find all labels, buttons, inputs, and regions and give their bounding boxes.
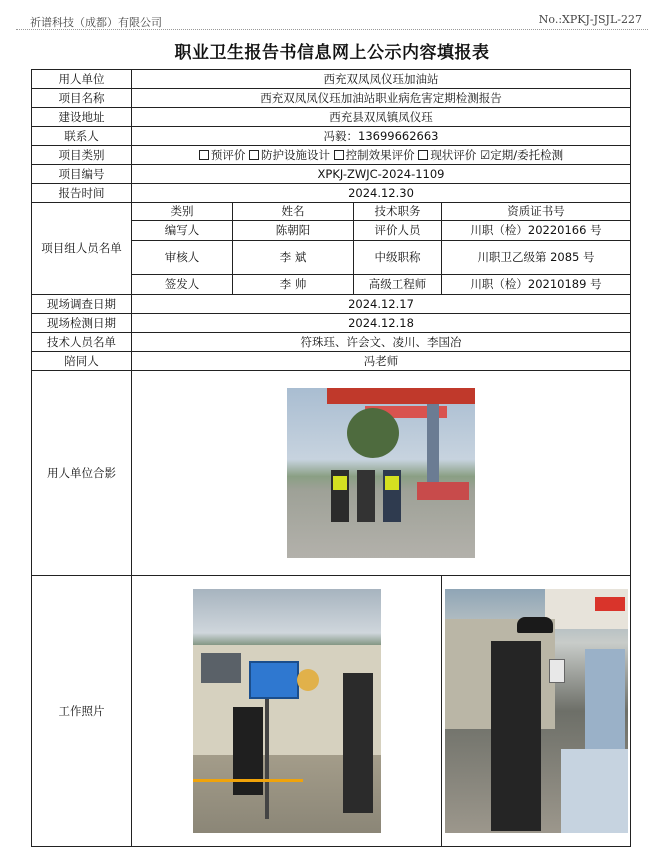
tech-staff-value: 符珠珏、许会文、凌川、李国冶 bbox=[132, 333, 631, 352]
row-group-photo bbox=[32, 371, 631, 576]
row-escort bbox=[32, 352, 631, 371]
row-report-time bbox=[32, 184, 631, 203]
checkbox-checked-icon[interactable]: ☑ bbox=[479, 147, 491, 162]
address-label: 建设地址 bbox=[32, 108, 132, 127]
category-option-4: 现状评价 bbox=[430, 147, 477, 162]
group-photo-label: 用人单位合影 bbox=[32, 371, 132, 576]
test-date-value: 2024.12.18 bbox=[132, 314, 631, 333]
category-option-1: 预评价 bbox=[210, 147, 246, 162]
safety-vest bbox=[385, 476, 399, 490]
flower-bed bbox=[417, 482, 469, 500]
survey-date-label: 现场调查日期 bbox=[32, 295, 132, 314]
row-category bbox=[32, 146, 631, 165]
team-title: 评价人员 bbox=[354, 221, 442, 241]
document-number: No.:XPKJ-JSJL-227 bbox=[538, 13, 642, 26]
work-photo-image-1 bbox=[193, 589, 381, 833]
sampling-device bbox=[249, 661, 299, 699]
category-option-5: 定期/委托检测 bbox=[490, 147, 564, 162]
team-header-name: 姓名 bbox=[233, 203, 354, 221]
team-header-row bbox=[32, 203, 631, 221]
category-label: 项目类别 bbox=[32, 146, 132, 165]
team-header-title: 技术职务 bbox=[354, 203, 442, 221]
row-project-name bbox=[32, 89, 631, 108]
employer-value: 西充双凤凤仪珏加油站 bbox=[132, 70, 631, 89]
team-title: 高级工程师 bbox=[354, 275, 442, 295]
work-photo-cell-1 bbox=[132, 576, 442, 847]
team-cert: 川职卫乙级第 2085 号 bbox=[442, 241, 631, 275]
project-no-label: 项目编号 bbox=[32, 165, 132, 184]
checkbox-unchecked-icon[interactable] bbox=[199, 150, 209, 160]
group-photo-cell bbox=[132, 371, 631, 576]
checkbox-unchecked-icon[interactable] bbox=[418, 150, 428, 160]
info-table bbox=[31, 69, 631, 847]
person-with-meter bbox=[491, 641, 541, 831]
gas-detector bbox=[549, 659, 565, 683]
work-photo-cell-2 bbox=[442, 576, 631, 847]
team-type: 编写人 bbox=[132, 221, 233, 241]
team-title: 中级职称 bbox=[354, 241, 442, 275]
vehicle-window bbox=[201, 653, 241, 683]
tree bbox=[347, 408, 399, 458]
canopy-pillar bbox=[427, 404, 439, 486]
checkbox-unchecked-icon[interactable] bbox=[249, 150, 259, 160]
project-no-value: XPKJ-ZWJC-2024-1109 bbox=[132, 165, 631, 184]
category-options bbox=[132, 146, 631, 165]
report-time-value: 2024.12.30 bbox=[132, 184, 631, 203]
cap bbox=[517, 617, 553, 633]
report-time-label: 报告时间 bbox=[32, 184, 132, 203]
person-in-vehicle bbox=[297, 669, 319, 691]
person-right bbox=[585, 649, 625, 749]
project-name-label: 项目名称 bbox=[32, 89, 132, 108]
address-value: 西充县双凤镇凤仪珏 bbox=[132, 108, 631, 127]
team-type: 签发人 bbox=[132, 275, 233, 295]
team-name: 李 帅 bbox=[233, 275, 354, 295]
company-header: 祈谱科技（成都）有限公司 bbox=[30, 16, 162, 29]
team-name: 李 斌 bbox=[233, 241, 354, 275]
escort-value: 冯老师 bbox=[132, 352, 631, 371]
row-address bbox=[32, 108, 631, 127]
team-type: 审核人 bbox=[132, 241, 233, 275]
row-project-no bbox=[32, 165, 631, 184]
escort-label: 陪同人 bbox=[32, 352, 132, 371]
gas-station-canopy bbox=[327, 388, 475, 404]
team-cert: 川职（检）20210189 号 bbox=[442, 275, 631, 295]
test-date-label: 现场检测日期 bbox=[32, 314, 132, 333]
team-cert: 川职（检）20220166 号 bbox=[442, 221, 631, 241]
category-option-2: 防护设施设计 bbox=[261, 147, 330, 162]
team-name: 陈朝阳 bbox=[233, 221, 354, 241]
fuel-hose bbox=[193, 779, 303, 782]
contact-label: 联系人 bbox=[32, 127, 132, 146]
person-foreground bbox=[561, 749, 628, 833]
tech-staff-label: 技术人员名单 bbox=[32, 333, 132, 352]
page-title: 职业卫生报告书信息网上公示内容填报表 bbox=[174, 43, 490, 63]
team-header-cert: 资质证书号 bbox=[442, 203, 631, 221]
category-option-3: 控制效果评价 bbox=[345, 147, 415, 162]
person-standing bbox=[343, 673, 373, 813]
header-divider bbox=[16, 29, 648, 30]
employer-label: 用人单位 bbox=[32, 70, 132, 89]
safety-vest bbox=[333, 476, 347, 490]
team-header-type: 类别 bbox=[132, 203, 233, 221]
row-test-date bbox=[32, 314, 631, 333]
row-contact bbox=[32, 127, 631, 146]
work-photo-image-2 bbox=[445, 589, 628, 833]
team-label: 项目组人员名单 bbox=[32, 203, 132, 295]
survey-date-value: 2024.12.17 bbox=[132, 295, 631, 314]
row-employer bbox=[32, 70, 631, 89]
work-photo-label: 工作照片 bbox=[32, 576, 132, 847]
contact-value: 冯毅：13699662663 bbox=[132, 127, 631, 146]
row-survey-date bbox=[32, 295, 631, 314]
person-2 bbox=[357, 470, 375, 522]
row-tech-staff bbox=[32, 333, 631, 352]
group-photo-image bbox=[287, 388, 475, 558]
banner bbox=[595, 597, 625, 611]
row-work-photos bbox=[32, 576, 631, 847]
tripod bbox=[265, 699, 269, 819]
checkbox-unchecked-icon[interactable] bbox=[334, 150, 344, 160]
project-name-value: 西充双凤凤仪珏加油站职业病危害定期检测报告 bbox=[132, 89, 631, 108]
